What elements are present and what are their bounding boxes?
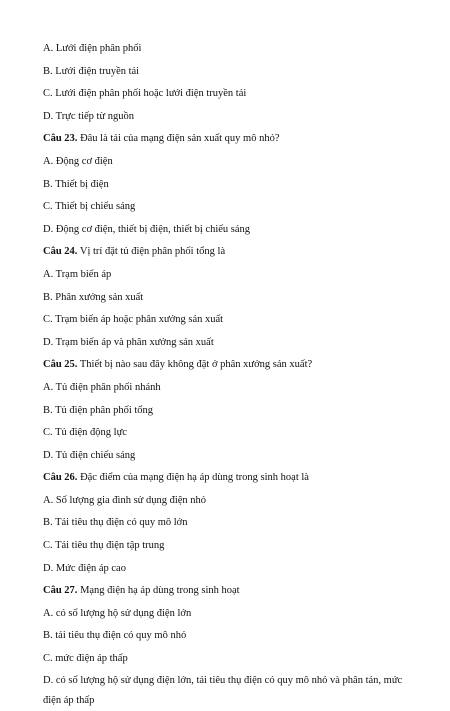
question-text: Đâu là tải của mạng điện sản xuất quy mô nhỏ? xyxy=(77,133,280,145)
document-content xyxy=(43,38,415,711)
question-number: Câu 23. xyxy=(43,133,78,145)
option-b: B. tải tiêu thụ điện có quy mô nhỏ xyxy=(43,630,187,642)
option-b: B. Tải tiêu thụ điện có quy mô lớn xyxy=(43,517,188,529)
option-a: A. Lưới điện phân phối xyxy=(43,43,142,54)
option-d: D. Tủ điện chiếu sáng xyxy=(43,449,136,461)
option-b: B. Tủ điện phân phối tổng xyxy=(43,404,154,416)
question-text: Đặc điểm của mạng điện hạ áp dùng trong sinh hoạt là xyxy=(77,472,309,484)
option-c: C. Tủ điện động lực xyxy=(43,427,127,439)
option-b: B. Phân xưởng sản xuất xyxy=(43,291,144,303)
option-c: C. Trạm biến áp hoặc phân xưởng sản xuất xyxy=(43,314,224,326)
question-number: Câu 25. xyxy=(43,359,78,371)
option-a: A. có số lượng hộ sử dụng điện lớn xyxy=(43,607,192,619)
option-c: C. Lưới điện phân phối hoặc lưới điện truyền tải xyxy=(43,88,247,100)
option-d: D. Mức điện áp cao xyxy=(43,562,126,574)
option-c: C. Thiết bị chiếu sáng xyxy=(43,201,136,213)
question-23-stem xyxy=(43,128,415,151)
option-d: D. có số lượng hộ sử dụng điện lớn, tải tiêu thụ điện có quy mô nhỏ và phân tán, mức điện áp thấp xyxy=(43,674,403,706)
option-d: D. Động cơ điện, thiết bị điện, thiết bị chiếu sáng xyxy=(43,223,251,235)
option-a: A. Tủ điện phân phối nhánh xyxy=(43,381,161,393)
option-c: C. Tải tiêu thụ điện tập trung xyxy=(43,540,165,552)
question-text: Mạng điện hạ áp dùng trong sinh hoạt xyxy=(77,585,240,597)
option-b: B. Thiết bị điện xyxy=(43,178,109,190)
question-24-stem xyxy=(43,241,415,264)
question-text: Vị trí đặt tủ điện phân phối tổng là xyxy=(77,246,226,258)
question-27-stem xyxy=(43,580,415,603)
option-d: D. Trực tiếp từ nguồn xyxy=(43,110,135,122)
option-a: A. Số lượng gia đình sử dụng điện nhỏ xyxy=(43,494,207,506)
question-25-stem xyxy=(43,354,415,377)
option-d: D. Trạm biến áp và phân xưởng sản xuất xyxy=(43,336,214,348)
option-b: B. Lưới điện truyền tải xyxy=(43,65,140,77)
question-text: Thiết bị nào sau đây không đặt ở phân xưởng sản xuất? xyxy=(77,359,313,371)
question-number: Câu 27. xyxy=(43,585,78,597)
question-number: Câu 24. xyxy=(43,246,78,258)
option-c: C. mức điện áp thấp xyxy=(43,653,128,665)
question-26-stem xyxy=(43,467,415,490)
option-a: A. Trạm biến áp xyxy=(43,268,112,280)
question-number: Câu 26. xyxy=(43,472,78,484)
option-a: A. Động cơ điện xyxy=(43,155,113,167)
